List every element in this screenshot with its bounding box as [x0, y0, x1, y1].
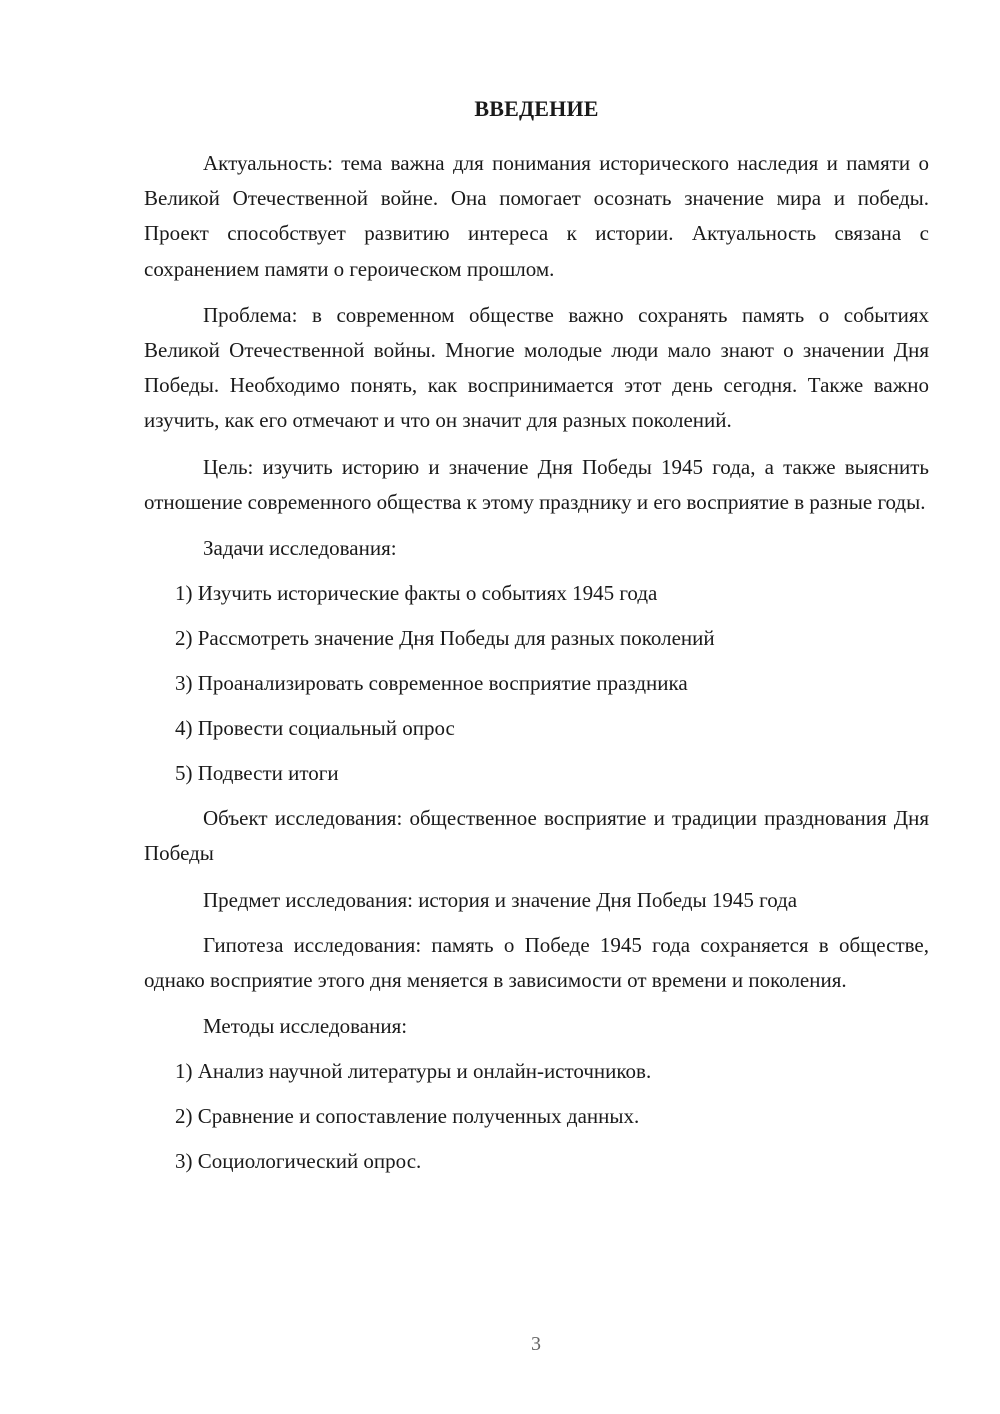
document-page: [144, 96, 929, 1189]
methods-heading: Методы исследования:: [203, 1014, 408, 1039]
subject-paragraph: Предмет исследования: история и значение Дня Победы 1945 года: [203, 887, 798, 912]
page-title: ВВЕДЕНИЕ: [474, 96, 599, 121]
methods-list: [144, 1054, 929, 1179]
hypothesis-paragraph: Гипотеза исследования: память о Победе 1945 года сохраняется в обществе, однако восприятие этого дня меняется в зависимости от времени и поколения.: [144, 932, 929, 993]
problem-paragraph: Проблема: в современном обществе важно сохранять память о событиях Великой Отечественной войны. Многие молодые люди мало знают о значении Дня Победы. Необходимо понять, как воспринимается этот день сегодня. Также важно изучить, как его отмечают и что он значит для разных поколений.: [144, 302, 929, 433]
list-item: 5) Подвести итоги: [175, 761, 339, 786]
tasks-heading: Задачи исследования:: [203, 536, 397, 561]
relevance-paragraph: Актуальность: тема важна для понимания исторического наследия и памяти о Великой Отечественной войне. Она помогает осознать значение мира и победы. Проект способствует развитию интереса к истории. Актуальность связана с сохранением памяти о героическом прошлом.: [144, 151, 929, 281]
object-paragraph: Объект исследования: общественное восприятие и традиции празднования Дня Победы: [144, 806, 929, 866]
list-item: 2) Сравнение и сопоставление полученных данных.: [175, 1104, 640, 1129]
list-item: 4) Провести социальный опрос: [175, 716, 455, 741]
list-item: 1) Изучить исторические факты о событиях 1945 года: [175, 581, 658, 606]
page-number: 3: [531, 1333, 541, 1355]
goal-paragraph: Цель: изучить историю и значение Дня Победы 1945 года, а также выяснить отношение современного общества к этому празднику и его восприятие в разные годы.: [144, 454, 929, 514]
list-item: 1) Анализ научной литературы и онлайн-источников.: [175, 1059, 652, 1084]
list-item: 2) Рассмотреть значение Дня Победы для разных поколений: [175, 626, 715, 651]
list-item: 3) Проанализировать современное восприятие праздника: [175, 671, 688, 696]
tasks-list: [144, 576, 929, 791]
list-item: 3) Социологический опрос.: [175, 1149, 422, 1174]
